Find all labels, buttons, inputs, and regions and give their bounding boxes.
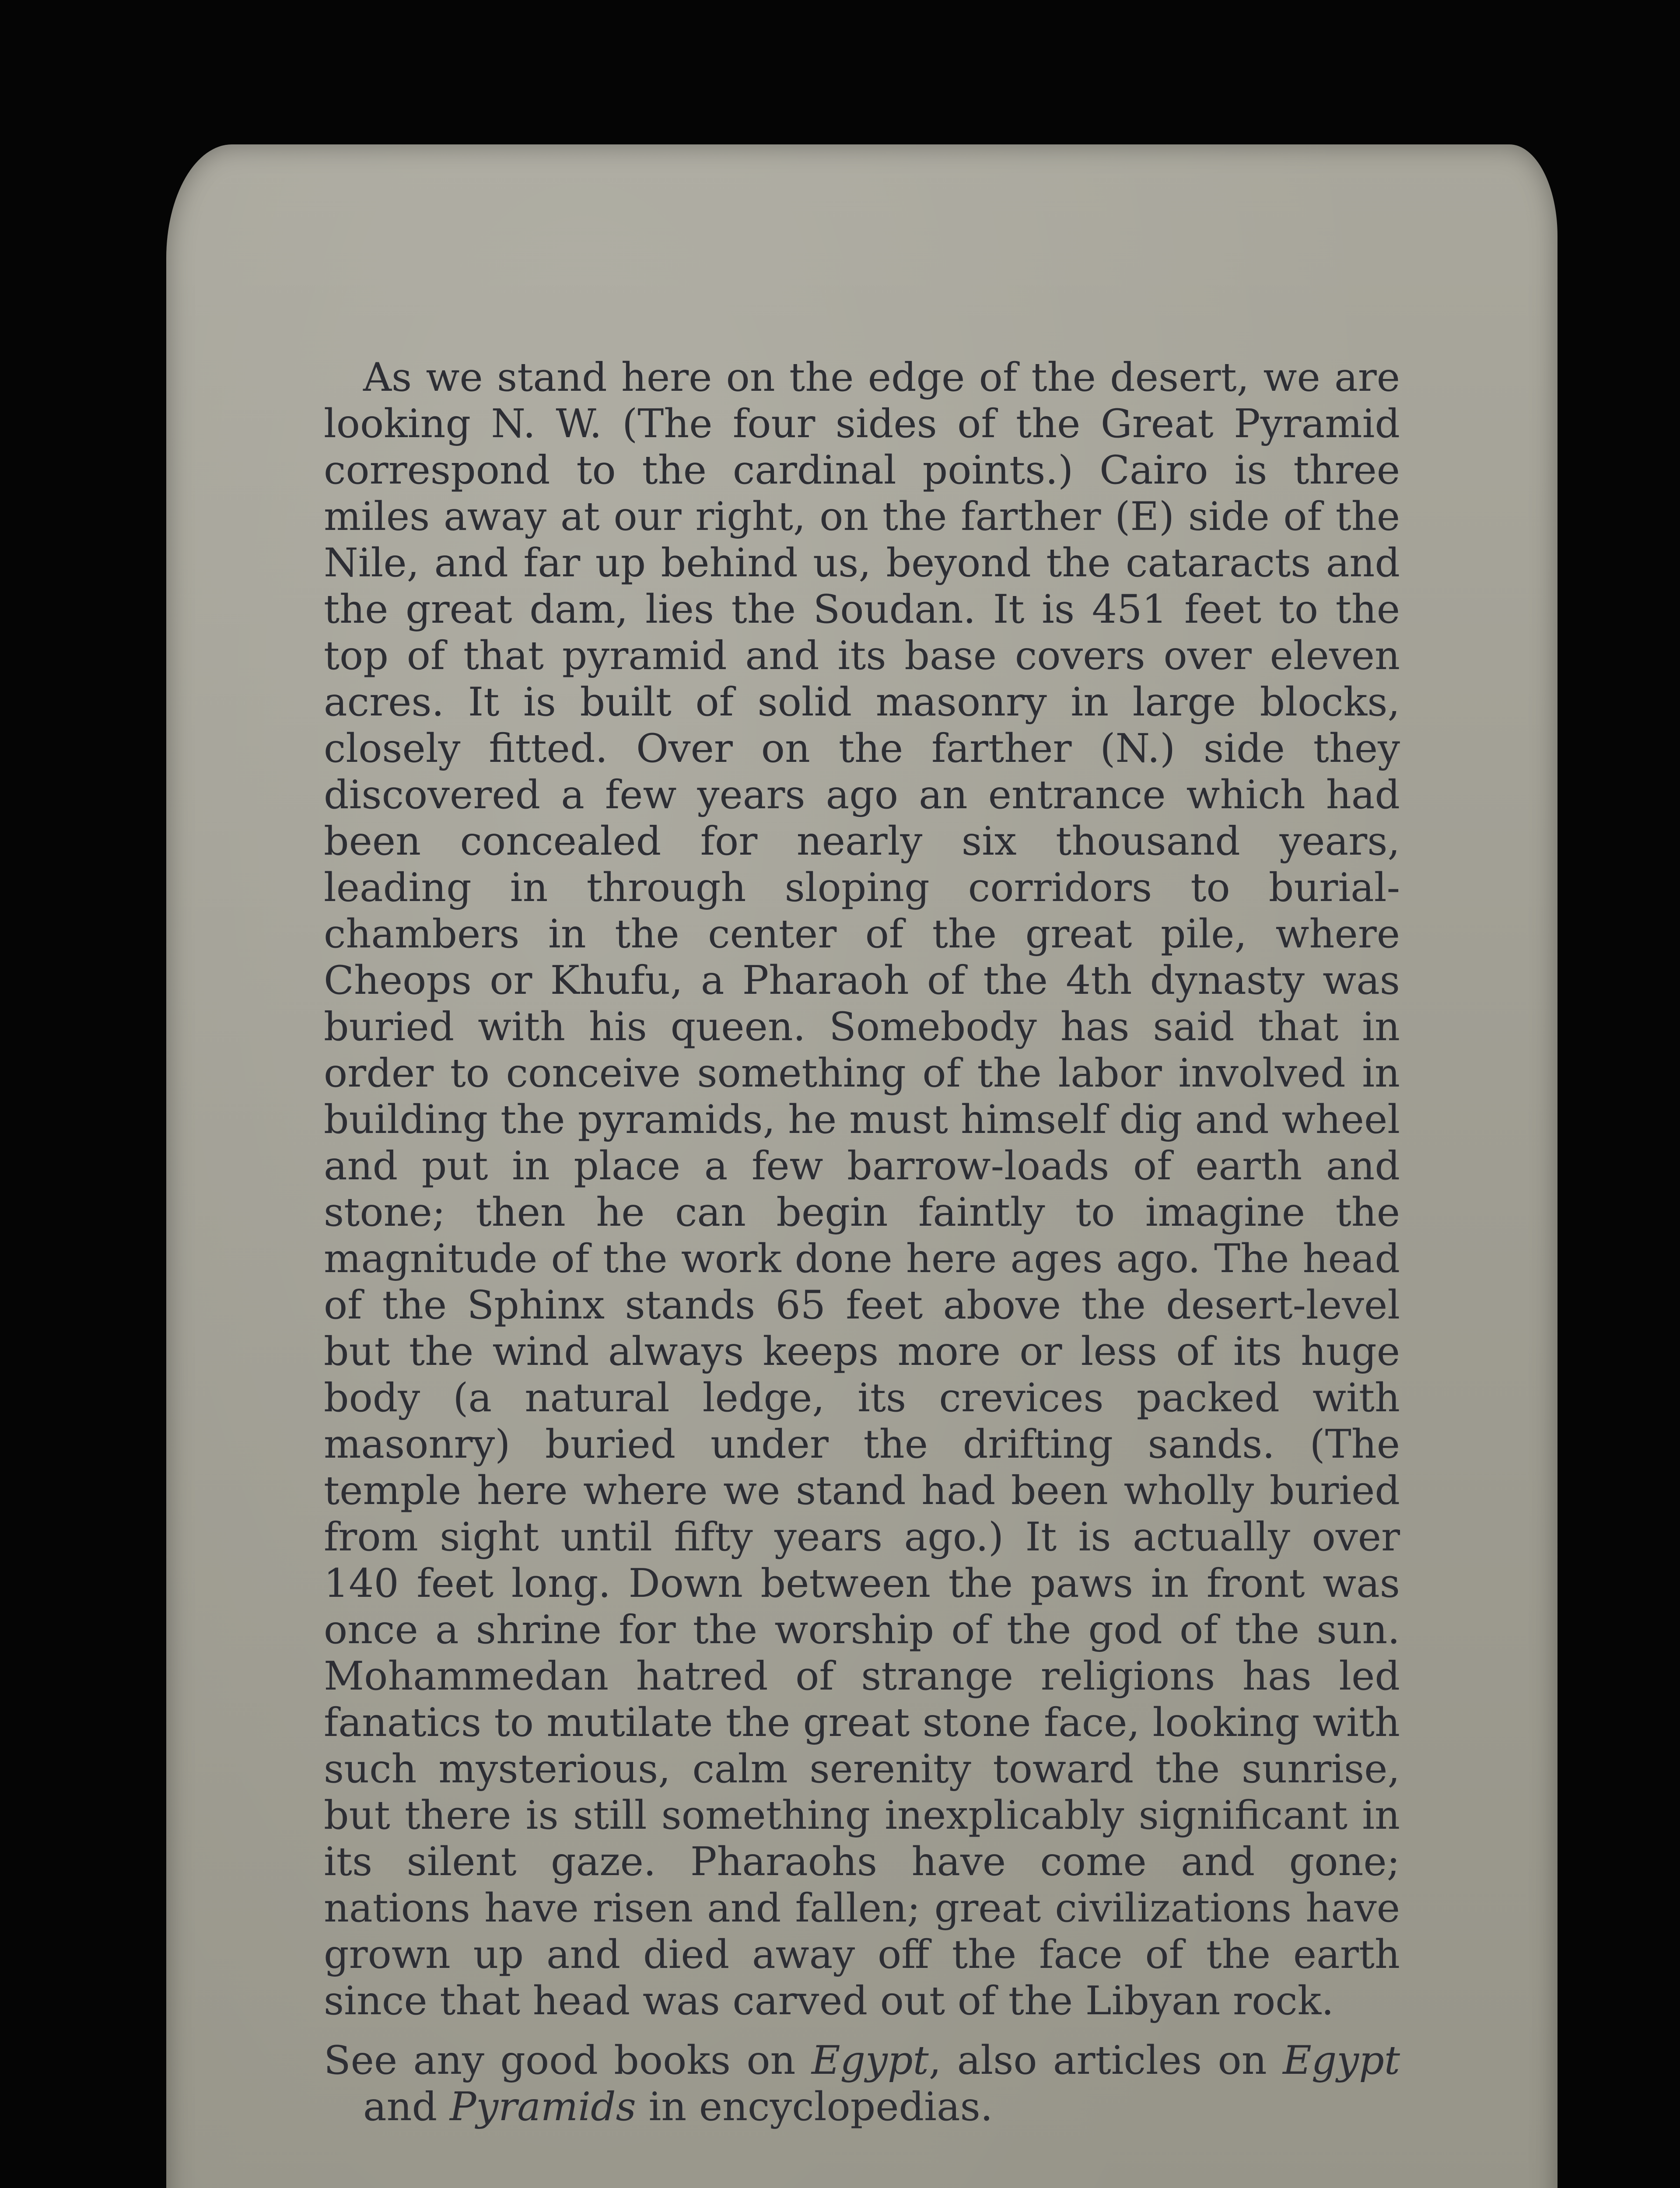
references-prefix: See any good books on	[324, 2037, 812, 2083]
description-text-block	[324, 354, 1400, 2130]
references-line	[324, 2037, 1400, 2130]
references-suffix: in encyclopedias.	[636, 2084, 993, 2130]
stereoview-card-back	[166, 144, 1558, 2188]
reference-egypt-1: Egypt	[811, 2037, 929, 2083]
reference-pyramids: Pyramids	[449, 2084, 636, 2130]
description-paragraph: As we stand here on the edge of the desert, we are looking N. W. (The four sides of the Great Pyramid correspond to the cardinal points.) Cairo is three miles away at our right, on the farther (E) side of the Nile, and far up behind us, beyond the cataracts and the great dam, lies the Soudan. It is 451 feet to the top of that pyramid and its base covers over eleven acres. It is built of solid masonry in large blocks, closely fitted. Over on the farther (N.) side they discovered a few years ago an entrance which had been concealed for nearly six thousand years, leading in through sloping corridors to burial-chambers in the center of the great pile, where Cheops or Khufu, a Pharaoh of the 4th dynasty was buried with his queen. Somebody has said that in order to conceive something of the labor involved in building the pyramids, he must himself dig and wheel and put in place a few barrow-loads of earth and stone; then he can begin faintly to imagine the magnitude of the work done here ages ago. The head of the Sphinx stands 65 feet above the desert-level but the wind always keeps more or less of its huge body (a natural ledge, its crevices packed with masonry) buried under the drifting sands. (The temple here where we stand had been wholly buried from sight until fifty years ago.) It is actually over 140 feet long. Down between the paws in front was once a shrine for the worship of the god of the sun. Mohammedan hatred of strange religions has led fanatics to mutilate the great stone face, looking with such mysterious, calm serenity toward the sunrise, but there is still something inexplicably significant in its silent gaze. Pharaohs have come and gone; nations have risen and fallen; great civilizations have grown up and died away off the face of the earth since that head was carved out of the Libyan rock.	[324, 354, 1400, 2024]
references-middle: , also articles on	[928, 2037, 1283, 2083]
reference-egypt-2: Egypt	[1283, 2037, 1400, 2083]
references-and: and	[363, 2084, 450, 2130]
